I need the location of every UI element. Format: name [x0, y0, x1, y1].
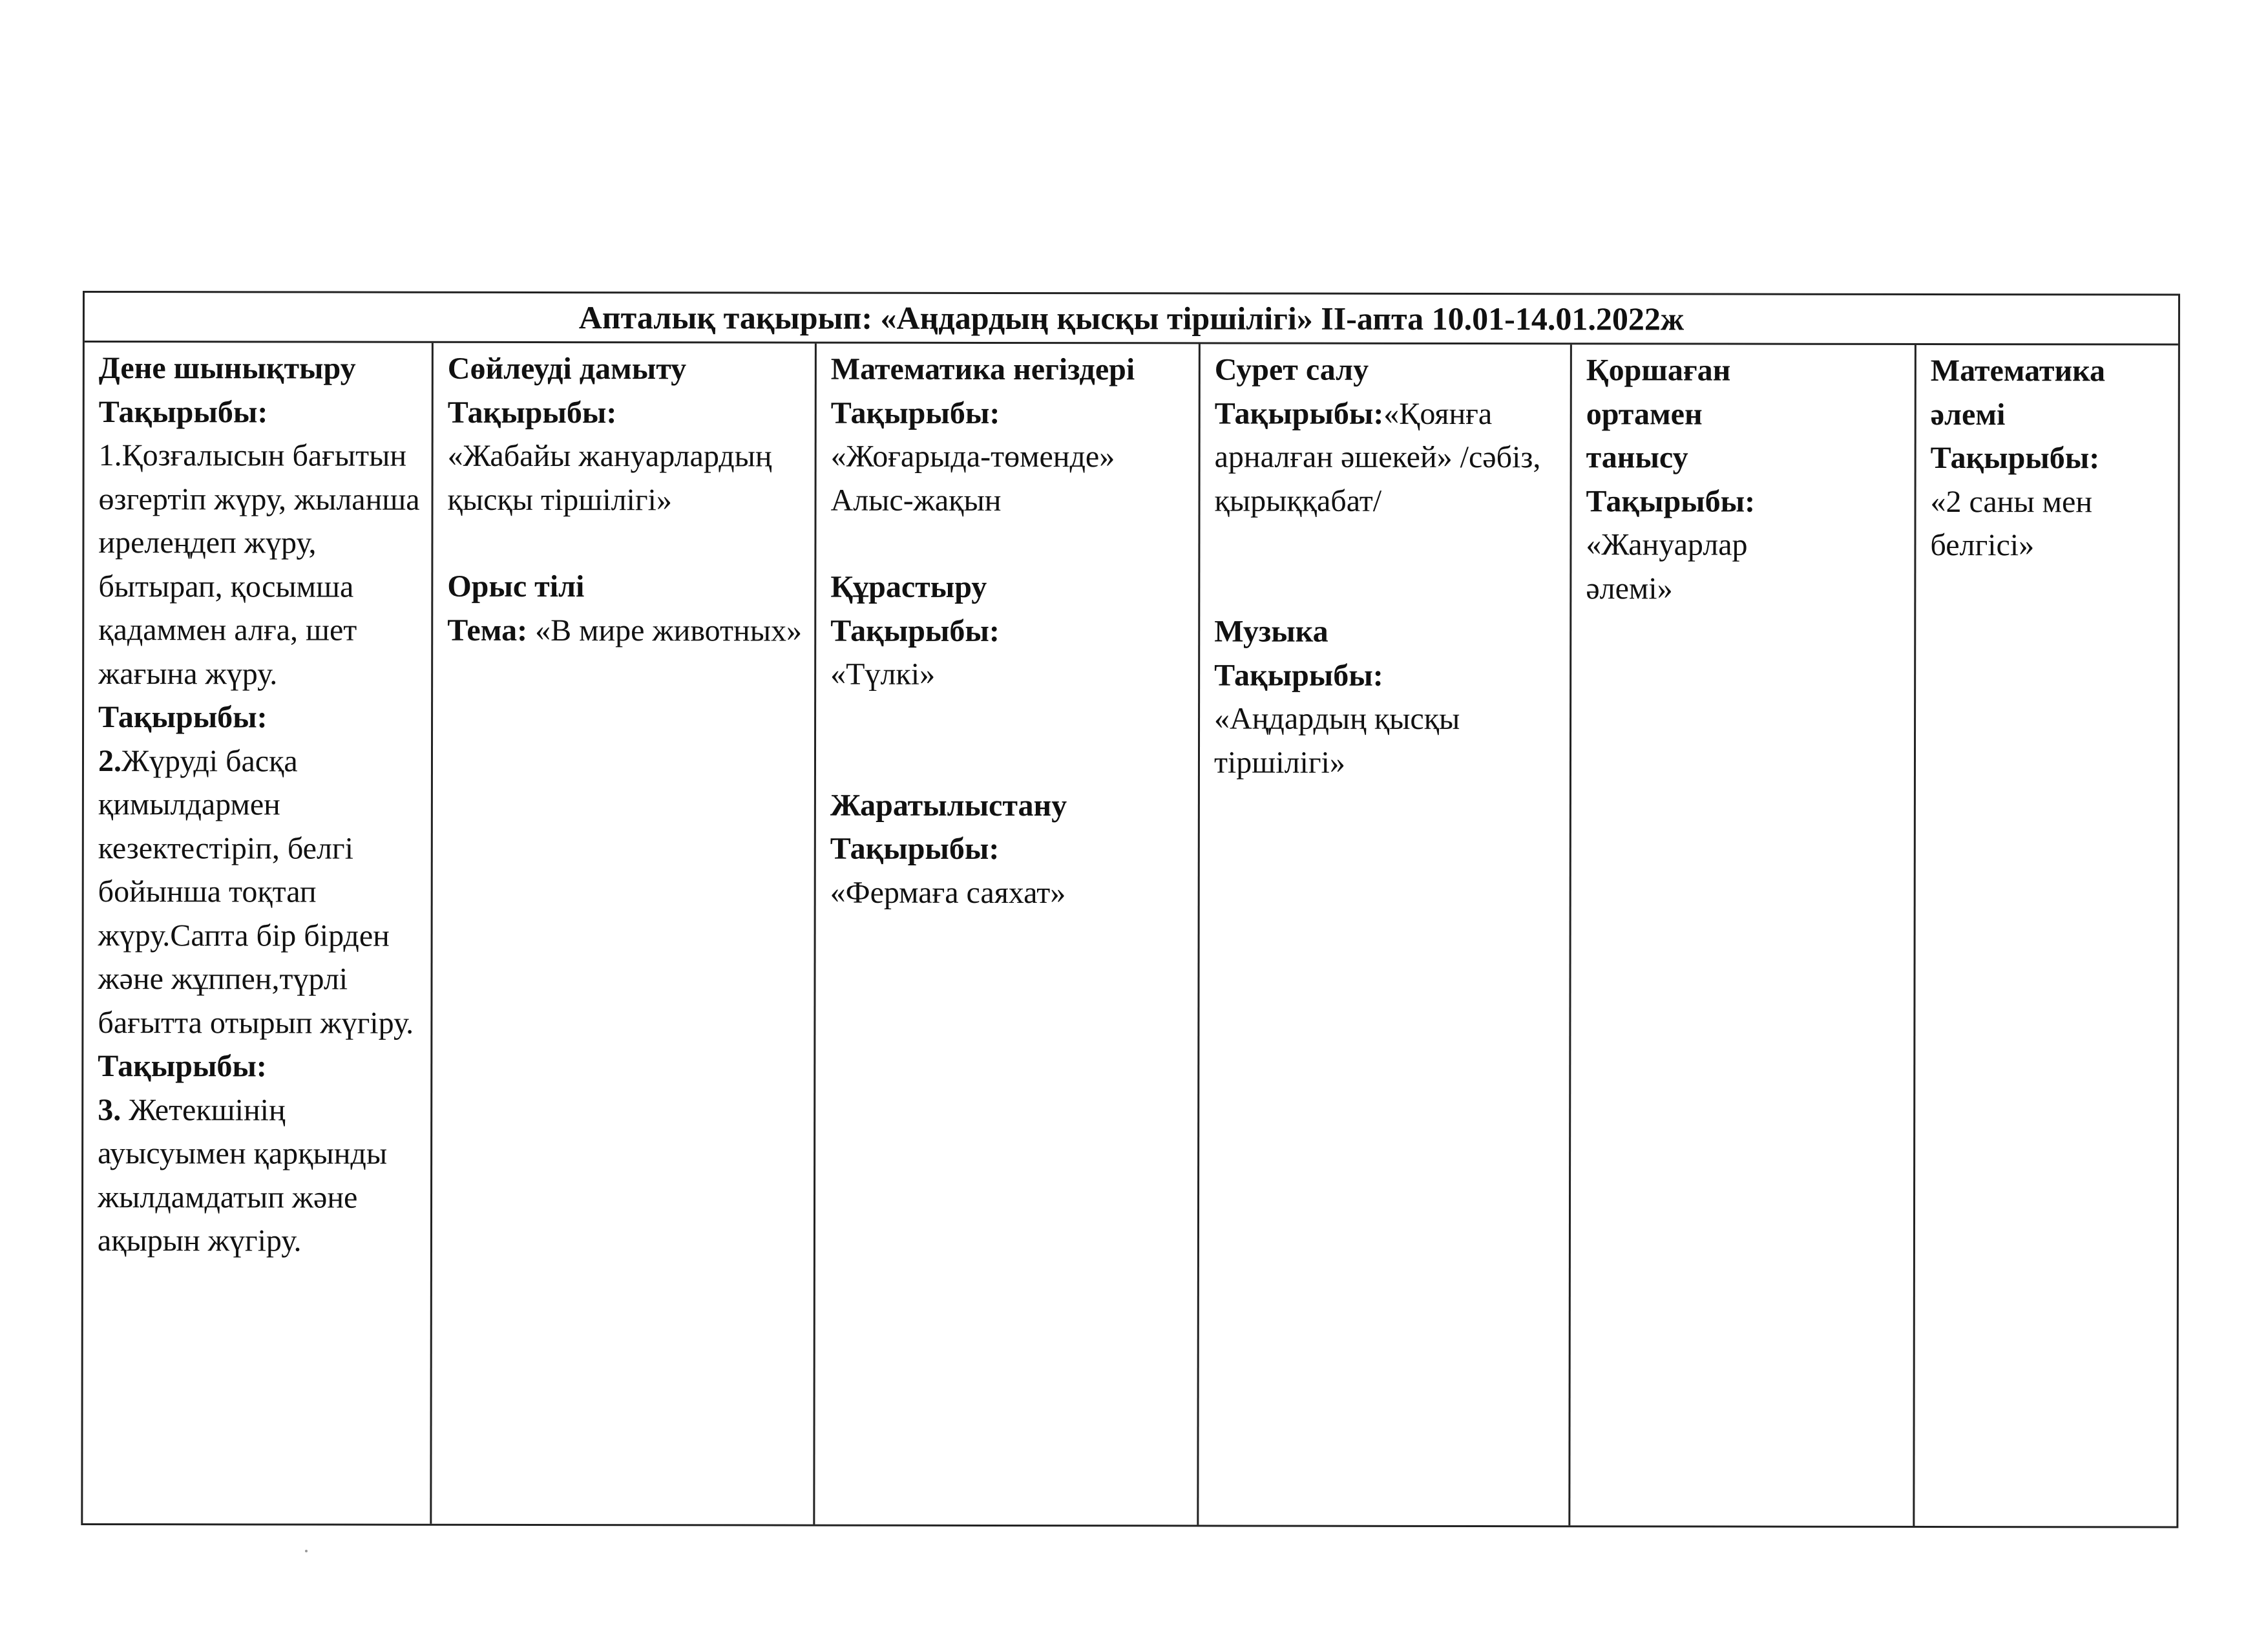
topic-body: «Қоянға арналған әшекей» /сәбіз, қырыққабат/ — [1214, 396, 1541, 518]
topic-label: Тақырыбы: — [98, 700, 268, 735]
subject-heading: Құрастыру — [830, 569, 987, 604]
topic-body: Жетекшінің ауысуымен қарқынды жылдамдатып және ақырын жүгіру. — [97, 1092, 388, 1258]
topic-label: Тема: — [447, 613, 528, 648]
topic-text: 1.Қозғалысын бағытын өзгертіп жүру, жыланша ирелеңдеп жүру, бытырап, қосымша қадаммен алға, шет жағына жүру. — [98, 438, 420, 691]
weekly-plan-table — [81, 291, 2180, 1528]
topic-number: 3. — [98, 1092, 121, 1127]
topic-label: Тақырыбы: — [1930, 440, 2100, 476]
topic-text — [98, 1088, 421, 1263]
topic-label: Тақырыбы: — [98, 1049, 267, 1084]
scan-speck — [305, 1550, 308, 1552]
topic-label: Тақырыбы: — [447, 395, 617, 430]
column-drawing — [1199, 344, 1572, 1525]
subject-heading: Музыка — [1214, 614, 1328, 649]
subject-heading: Орыс тілі — [447, 569, 585, 604]
subject-heading: Жаратылыстану — [830, 788, 1067, 823]
column-environment — [1570, 344, 1916, 1526]
column-math-basics — [815, 344, 1201, 1525]
topic-body: «В мире животных» — [527, 613, 803, 648]
subject-heading: Математика негіздері — [830, 352, 1135, 387]
subject-heading: Сөйлеуді дамыту — [447, 351, 687, 386]
topic-text: «2 саны мен белгісі» — [1930, 484, 2093, 563]
subject-heading: Қоршаған ортамен танысу — [1586, 353, 1731, 475]
topic-number: 2. — [98, 743, 122, 778]
weekly-theme-title: Апталық тақырып: «Аңдардың қысқы тіршілігі» ІІ-апта 10.01-14.01.2022ж — [85, 293, 2178, 346]
topic-label: Тақырыбы: — [830, 396, 1000, 430]
subject-heading: Сурет салу — [1214, 352, 1369, 387]
topic-label: Тақырыбы: — [1586, 483, 1756, 519]
column-physical-education — [83, 343, 434, 1524]
topic-label: Тақырыбы: — [98, 394, 268, 429]
column-math-world — [1915, 345, 2178, 1527]
topic-text — [98, 739, 422, 1045]
subject-heading: Математика әлемі — [1930, 353, 2106, 432]
topic-text: «Жануарлар әлемі» — [1586, 527, 1748, 606]
topic-label: Тақырыбы: — [830, 613, 1000, 648]
column-speech-development — [432, 343, 817, 1525]
topic-label: Тақырыбы: — [830, 831, 1000, 866]
subject-heading: Дене шынықтыру — [98, 351, 356, 386]
topic-text: «Жабайы жануарлардың қысқы тіршілігі» — [447, 438, 772, 517]
topic-label: Тақырыбы: — [1214, 657, 1383, 693]
topic-label: Тақырыбы: — [1214, 396, 1384, 431]
topic-text: «Аңдардың қысқы тіршілігі» — [1213, 701, 1460, 780]
topic-body: Жүруді басқа қимылдармен кезектестіріп, белгі бойынша тоқтап жүру.Сапта бір бірден және жұппен,түрлі бағытта отырып жүгіру. — [98, 743, 414, 1041]
topic-text — [1215, 392, 1561, 523]
topic-text — [447, 608, 805, 652]
topic-text: «Түлкі» — [830, 657, 936, 692]
topic-text: «Фермаға саяхат» — [830, 875, 1066, 910]
topic-text: «Жоғарыда-төменде» Алыс-жақын — [830, 439, 1115, 518]
